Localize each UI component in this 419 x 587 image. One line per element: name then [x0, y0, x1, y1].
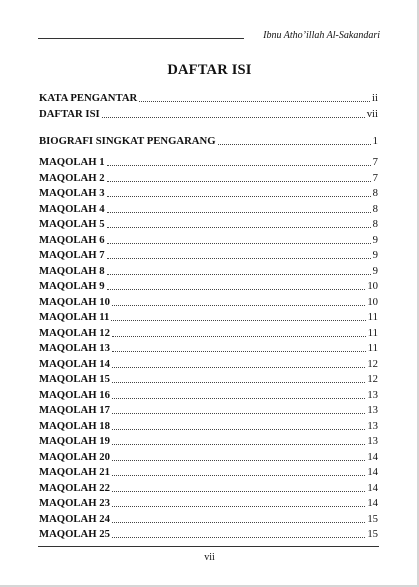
toc-entry-label: KATA PENGANTAR [39, 92, 138, 104]
toc-leader [112, 367, 365, 368]
toc-leader [107, 243, 371, 244]
toc-entry-label: DAFTAR ISI [39, 108, 100, 120]
toc-entry-page: 9 [372, 234, 378, 246]
toc-entry-label: MAQOLAH 22 [39, 482, 110, 494]
toc-entry[interactable] [39, 371, 378, 386]
toc-entry-page: 15 [367, 528, 378, 540]
toc-entry-page: 14 [367, 497, 378, 509]
toc-entry-label: MAQOLAH 12 [39, 327, 110, 339]
toc-entry[interactable] [39, 325, 378, 340]
toc-entry-page: 12 [367, 373, 378, 385]
toc-entry-label: MAQOLAH 9 [39, 280, 105, 292]
running-header: Ibnu Atho’illah Al-Sakandari [263, 30, 380, 41]
toc-entry[interactable] [39, 495, 378, 510]
toc-leader [112, 475, 365, 476]
toc-entry-page: 1 [372, 135, 378, 147]
toc-entry[interactable] [39, 387, 378, 402]
toc-entry-label: MAQOLAH 2 [39, 172, 105, 184]
toc-entry-page: 8 [372, 203, 378, 215]
toc-leader [112, 305, 365, 306]
toc-leader [112, 506, 365, 507]
toc-leader [112, 382, 365, 383]
toc-entry-page: 10 [367, 280, 378, 292]
page-title: DAFTAR ISI [167, 62, 252, 78]
toc-entry-page: 13 [367, 420, 378, 432]
toc-entry-page: 10 [367, 296, 378, 308]
toc-entry[interactable] [39, 511, 378, 526]
toc-leader [107, 227, 371, 228]
toc-entry[interactable] [39, 278, 378, 293]
toc-entry[interactable] [39, 294, 378, 309]
toc-entry[interactable] [39, 480, 378, 495]
toc-entry-page: 13 [367, 404, 378, 416]
toc-entry-page: 11 [367, 311, 378, 323]
toc-entry-page: 11 [367, 327, 378, 339]
toc-entry[interactable] [39, 340, 378, 355]
toc-leader [112, 537, 365, 538]
toc-leader [112, 460, 365, 461]
toc-leader [107, 165, 371, 166]
toc-entry[interactable] [39, 247, 378, 262]
toc-leader [112, 429, 365, 430]
toc-entry-label: MAQOLAH 10 [39, 296, 110, 308]
toc-entry-page: 9 [372, 249, 378, 261]
toc-leader [107, 181, 371, 182]
toc-entry-page: 14 [367, 482, 378, 494]
toc-leader [112, 336, 366, 337]
toc-entry[interactable] [39, 464, 378, 479]
toc-entry[interactable] [39, 154, 378, 169]
toc-entry-label: MAQOLAH 13 [39, 342, 110, 354]
toc-leader [112, 351, 366, 352]
toc-entry-page: 14 [367, 466, 378, 478]
toc-entry-label: MAQOLAH 4 [39, 203, 105, 215]
toc-entry-label: MAQOLAH 11 [39, 311, 110, 323]
toc-entry-label: MAQOLAH 21 [39, 466, 110, 478]
toc-entry[interactable] [39, 106, 378, 121]
toc-entry-page: 14 [367, 451, 378, 463]
toc-leader [107, 258, 371, 259]
toc-entry-page: ii [372, 92, 378, 104]
toc-leader [107, 274, 371, 275]
toc-entry-label: MAQOLAH 14 [39, 358, 110, 370]
toc-entry-page: 12 [367, 358, 378, 370]
toc-entry[interactable] [39, 201, 378, 216]
toc-entry-label: MAQOLAH 6 [39, 234, 105, 246]
page-number: vii [204, 552, 215, 563]
header-rule [38, 38, 244, 39]
toc-entry[interactable] [39, 309, 378, 324]
toc-entry-label: MAQOLAH 25 [39, 528, 110, 540]
footer-rule [38, 546, 379, 547]
toc-entry-page: 8 [372, 187, 378, 199]
toc-leader [139, 101, 370, 102]
toc-entry[interactable] [39, 418, 378, 433]
toc-entry-label: MAQOLAH 15 [39, 373, 110, 385]
toc-entry[interactable] [39, 433, 378, 448]
toc-leader [102, 117, 365, 118]
toc-entry[interactable] [39, 133, 378, 148]
toc-entry-page: 7 [372, 156, 378, 168]
toc-entry-label: MAQOLAH 1 [39, 156, 105, 168]
toc-entry-page: 8 [372, 218, 378, 230]
toc-entry-page: 9 [372, 265, 378, 277]
toc-entry-label: MAQOLAH 19 [39, 435, 110, 447]
toc-entry-page: 13 [367, 389, 378, 401]
toc-entry[interactable] [39, 216, 378, 231]
toc-entry[interactable] [39, 356, 378, 371]
toc-entry-label: MAQOLAH 3 [39, 187, 105, 199]
toc-entry[interactable] [39, 232, 378, 247]
toc-entry[interactable] [39, 402, 378, 417]
toc-leader [218, 144, 371, 145]
toc-entry-page: 11 [367, 342, 378, 354]
toc-entry-label: BIOGRAFI SINGKAT PENGARANG [39, 135, 216, 147]
toc-entry[interactable] [39, 526, 378, 541]
toc-entry-label: MAQOLAH 7 [39, 249, 105, 261]
toc-leader [107, 212, 371, 213]
toc-leader [107, 196, 371, 197]
toc-entry[interactable] [39, 185, 378, 200]
toc-leader [111, 320, 365, 321]
toc-leader [112, 413, 365, 414]
toc-leader [112, 398, 365, 399]
toc-entry-label: MAQOLAH 20 [39, 451, 110, 463]
toc-entry-label: MAQOLAH 8 [39, 265, 105, 277]
toc-entry-page: 7 [372, 172, 378, 184]
toc-leader [112, 444, 365, 445]
toc-entry[interactable] [39, 263, 378, 278]
toc-entry-page: 15 [367, 513, 378, 525]
toc-entry[interactable] [39, 449, 378, 464]
toc-entry-label: MAQOLAH 18 [39, 420, 110, 432]
toc-leader [107, 289, 366, 290]
toc-entry-label: MAQOLAH 16 [39, 389, 110, 401]
toc-entry-label: MAQOLAH 24 [39, 513, 110, 525]
toc-entry-label: MAQOLAH 23 [39, 497, 110, 509]
toc-entry-label: MAQOLAH 17 [39, 404, 110, 416]
toc-entry-page: 13 [367, 435, 378, 447]
toc-entry-page: vii [366, 108, 378, 120]
toc-leader [112, 491, 365, 492]
toc-entry[interactable] [39, 90, 378, 105]
toc-entry[interactable] [39, 170, 378, 185]
toc-entry-label: MAQOLAH 5 [39, 218, 105, 230]
toc-leader [112, 522, 365, 523]
